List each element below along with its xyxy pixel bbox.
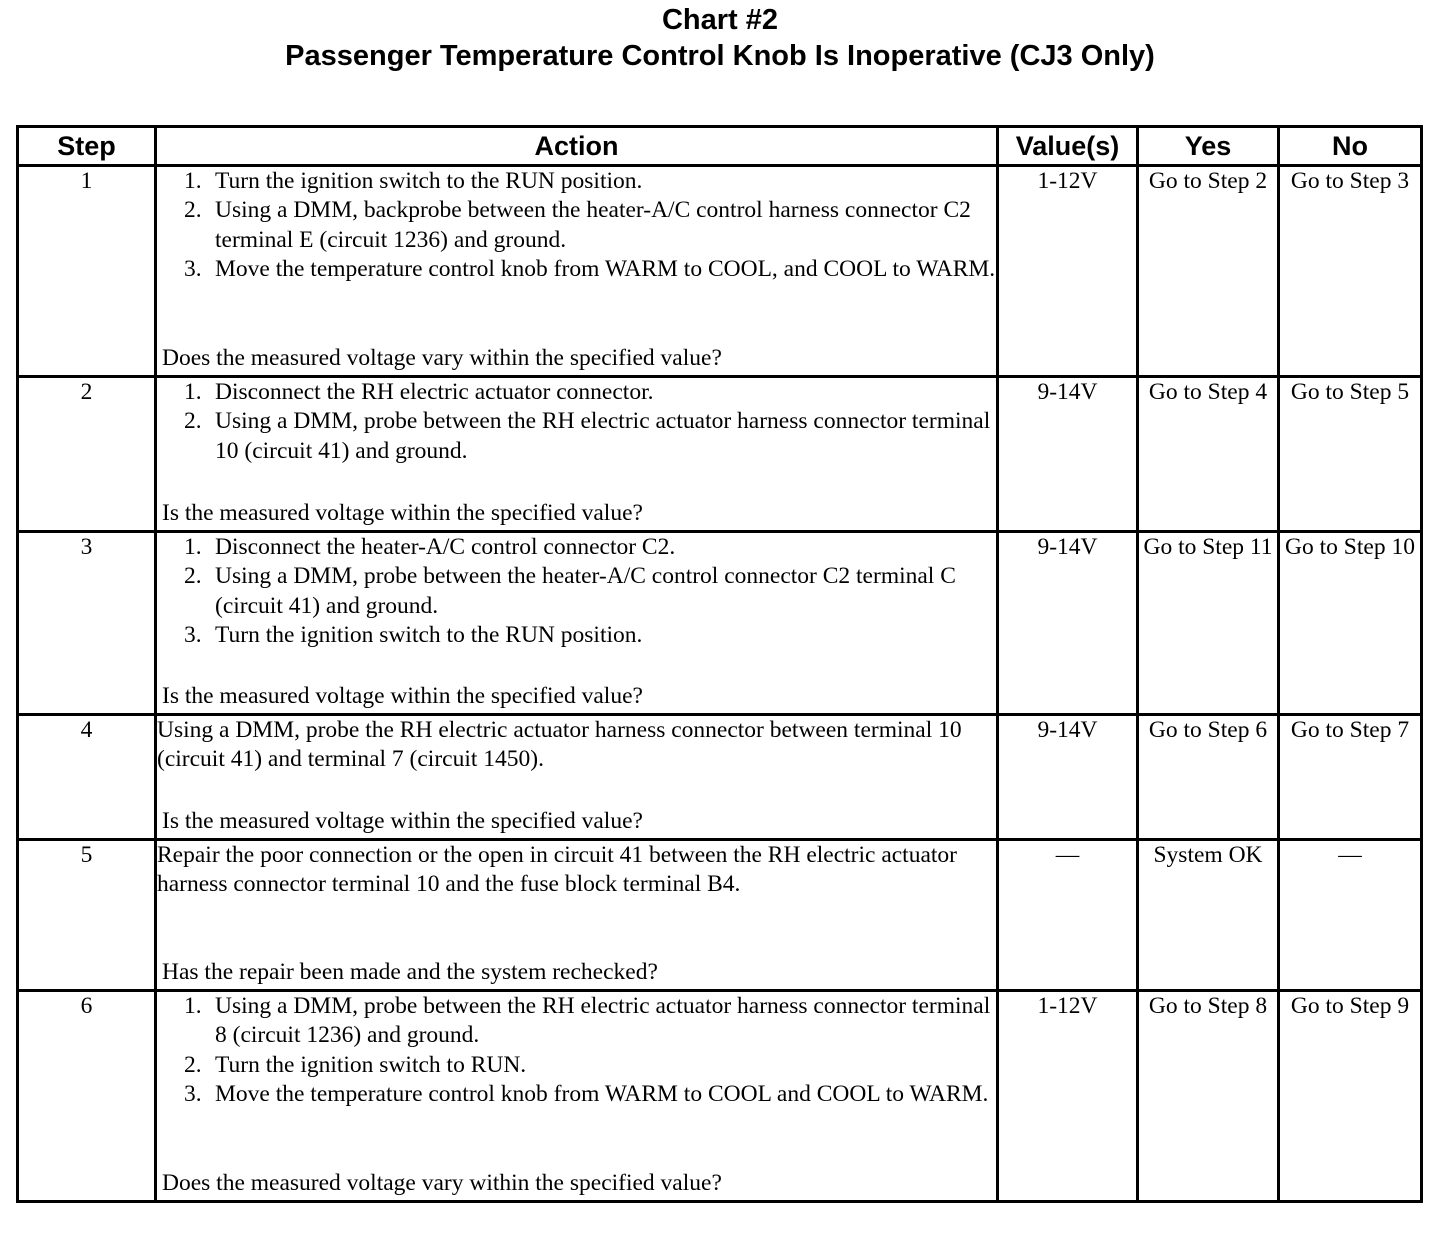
step-index: 1. <box>184 993 202 1019</box>
action-question: Is the measured voltage within the specified value? <box>162 682 643 709</box>
step-index: 1. <box>184 168 202 194</box>
chart-subtitle: Passenger Temperature Control Knob Is Inoperative (CJ3 Only) <box>285 40 1155 72</box>
action-question: Is the measured voltage within the specified value? <box>162 499 643 526</box>
no-cell: Go to Step 5 <box>1279 377 1422 532</box>
yes-cell: Go to Step 6 <box>1138 715 1279 840</box>
value-cell: 9-14V <box>998 532 1138 715</box>
no-cell: Go to Step 9 <box>1279 991 1422 1202</box>
yes-cell: Go to Step 2 <box>1138 166 1279 377</box>
action-question: Has the repair been made and the system rechecked? <box>162 958 658 985</box>
value-cell: 1-12V <box>998 991 1138 1202</box>
no-cell: Go to Step 10 <box>1279 532 1422 715</box>
action-steps <box>184 378 996 466</box>
action-step <box>184 562 996 621</box>
action-text: Repair the poor connection or the open in circuit 41 between the RH electric actuator harness connector terminal 10 and the fuse block terminal B4. <box>157 842 957 898</box>
step-index: 1. <box>184 379 202 405</box>
diagnostic-table <box>16 125 1423 1203</box>
action-cell <box>156 377 998 532</box>
no-cell: Go to Step 7 <box>1279 715 1422 840</box>
step-text: Using a DMM, backprobe between the heater-A/C control harness connector C2 terminal E (circuit 1236) and ground. <box>215 197 971 253</box>
action-step <box>184 621 996 650</box>
step-number: 4 <box>18 715 156 840</box>
yes-cell: Go to Step 8 <box>1138 991 1279 1202</box>
step-number: 1 <box>18 166 156 377</box>
step-index: 2. <box>184 408 202 435</box>
action-step <box>184 1051 996 1080</box>
action-cell <box>156 166 998 377</box>
step-index: 2. <box>184 197 202 224</box>
action-step <box>184 255 996 284</box>
no-cell: — <box>1279 840 1422 991</box>
step-text: Disconnect the heater-A/C control connector C2. <box>215 534 676 560</box>
action-question: Does the measured voltage vary within the specified value? <box>162 1169 722 1196</box>
value-cell: 9-14V <box>998 715 1138 840</box>
action-step <box>184 533 996 562</box>
action-step <box>184 167 996 196</box>
action-step <box>184 407 996 466</box>
table-row <box>18 840 1422 991</box>
table-row <box>18 991 1422 1202</box>
action-cell <box>156 840 998 991</box>
value-cell: 1-12V <box>998 166 1138 377</box>
step-text: Using a DMM, probe between the heater-A/C control connector C2 terminal C (circuit 41) and ground. <box>215 563 956 619</box>
step-text: Move the temperature control knob from WARM to COOL, and COOL to WARM. <box>215 255 996 282</box>
step-index: 3. <box>184 1080 202 1107</box>
step-text: Turn the ignition switch to the RUN position. <box>215 621 643 648</box>
header-action: Action <box>156 127 998 166</box>
step-index: 3. <box>184 255 202 282</box>
value-cell: — <box>998 840 1138 991</box>
step-text: Using a DMM, probe between the RH electric actuator harness connector terminal 10 (circuit 41) and ground. <box>215 408 991 464</box>
step-number: 5 <box>18 840 156 991</box>
step-index: 2. <box>184 1051 202 1078</box>
value-cell: 9-14V <box>998 377 1138 532</box>
step-number: 2 <box>18 377 156 532</box>
step-text: Turn the ignition switch to the RUN position. <box>215 168 643 194</box>
action-step <box>184 992 996 1051</box>
table-row <box>18 166 1422 377</box>
chart-title <box>0 2 1440 74</box>
table-row <box>18 532 1422 715</box>
action-question: Is the measured voltage within the specified value? <box>162 807 643 834</box>
action-question: Does the measured voltage vary within the specified value? <box>162 344 722 371</box>
yes-cell: Go to Step 4 <box>1138 377 1279 532</box>
table-row <box>18 715 1422 840</box>
header-no: No <box>1279 127 1422 166</box>
step-text: Using a DMM, probe between the RH electric actuator harness connector terminal 8 (circuit 1236) and ground. <box>215 993 991 1049</box>
action-text: Using a DMM, probe the RH electric actuator harness connector between terminal 10 (circuit 41) and terminal 7 (circuit 1450). <box>157 717 962 773</box>
chart-number: Chart #2 <box>661 4 779 36</box>
step-text: Move the temperature control knob from WARM to COOL and COOL to WARM. <box>215 1080 989 1107</box>
action-steps <box>184 167 996 284</box>
header-step: Step <box>18 127 156 166</box>
table-row <box>18 377 1422 532</box>
action-steps <box>184 992 996 1109</box>
step-index: 1. <box>184 534 202 560</box>
action-step <box>184 378 996 407</box>
yes-cell: Go to Step 11 <box>1138 532 1279 715</box>
step-text: Turn the ignition switch to RUN. <box>215 1051 527 1078</box>
step-index: 2. <box>184 563 202 590</box>
header-values: Value(s) <box>998 127 1138 166</box>
action-cell <box>156 715 998 840</box>
step-index: 3. <box>184 621 202 648</box>
no-cell: Go to Step 3 <box>1279 166 1422 377</box>
header-row <box>18 127 1422 166</box>
action-step <box>184 1080 996 1109</box>
step-number: 3 <box>18 532 156 715</box>
action-step <box>184 196 996 255</box>
step-text: Disconnect the RH electric actuator connector. <box>215 379 654 405</box>
action-cell <box>156 532 998 715</box>
action-steps <box>184 533 996 650</box>
yes-cell: System OK <box>1138 840 1279 991</box>
action-cell <box>156 991 998 1202</box>
step-number: 6 <box>18 991 156 1202</box>
header-yes: Yes <box>1138 127 1279 166</box>
